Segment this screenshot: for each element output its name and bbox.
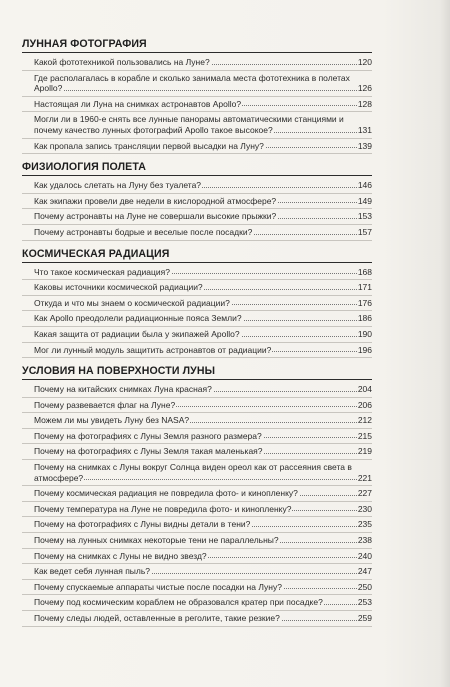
toc-entry[interactable] (22, 486, 372, 502)
toc-entry[interactable] (22, 429, 372, 445)
toc-entry[interactable] (22, 265, 372, 281)
toc-entry-title-wrap (34, 313, 357, 324)
toc-entry-title-wrap (34, 504, 357, 515)
toc-entry-page-number: 215 (357, 430, 372, 441)
toc-entry[interactable] (22, 564, 372, 580)
toc-entry-page-number: 204 (357, 384, 372, 395)
toc-entry-page-number: 240 (357, 550, 372, 561)
toc-entry-title-wrap (34, 282, 357, 293)
toc-entry[interactable] (22, 139, 372, 155)
toc-entry-title: Почему космическая радиация не повредила фото- и кинопленку? (34, 488, 298, 499)
toc-entry-title: Почему следы людей, оставленные в реголите, такие резкие? (34, 613, 280, 623)
toc-entry-title-wrap (34, 99, 357, 110)
toc-section (22, 248, 372, 359)
toc-entry-page-number: 212 (357, 415, 372, 426)
toc-entry-title: Почему под космическим кораблем не образовался кратер при посадке? (34, 597, 323, 608)
section-title: КОСМИЧЕСКАЯ РАДИАЦИЯ (22, 248, 372, 263)
toc-entry[interactable] (22, 444, 372, 460)
toc-entry-title-wrap (34, 211, 357, 222)
toc-entry-title: Мог ли лунный модуль защитить астронавтов от радиации? (34, 344, 272, 355)
toc-entry-title-wrap (34, 384, 357, 395)
toc-entry-title: Почему спускаемые аппараты чистые после посадки на Луну? (34, 581, 282, 592)
toc-section (22, 161, 372, 240)
toc-entry-title-wrap (34, 267, 357, 278)
toc-entry-title: Какой фототехникой пользовались на Луне? (34, 57, 210, 67)
toc-entry[interactable] (22, 194, 372, 210)
toc-entry-title-wrap (34, 400, 357, 411)
toc-entry[interactable] (22, 343, 372, 359)
toc-entry-title-wrap (34, 141, 357, 152)
toc-entry-title: Какая защита от радиации была у экипажей Apollo? (34, 328, 240, 339)
toc-entry[interactable] (22, 580, 372, 596)
toc-entry-title: Каковы источники космической радиации? (34, 282, 203, 293)
toc-entry-title-wrap (34, 535, 357, 546)
toc-section (22, 38, 372, 154)
toc-section (22, 365, 372, 627)
toc-entry-page-number: 149 (357, 195, 372, 206)
toc-entry[interactable] (22, 178, 372, 194)
toc-entry[interactable] (22, 71, 372, 97)
toc-entry-title-wrap (34, 227, 357, 238)
toc-entry[interactable] (22, 382, 372, 398)
toc-entry-page-number: 126 (357, 83, 372, 94)
toc-entry[interactable] (22, 296, 372, 312)
toc-entry-title-wrap (34, 57, 357, 68)
toc-entry-title: Почему на фотографиях с Луны Земля такая маленькая? (34, 446, 263, 457)
toc-entry-page-number: 186 (357, 313, 372, 324)
section-title: ЛУННАЯ ФОТОГРАФИЯ (22, 38, 372, 53)
toc-entry-title: Откуда и что мы знаем о космической радиации? (34, 297, 230, 308)
toc-entry-title: Как ведет себя лунная пыль? (34, 566, 151, 577)
toc-entry-page-number: 227 (357, 488, 372, 499)
toc-entry-title: Как Apollo преодолели радиационные пояса Земли? (34, 313, 242, 324)
toc-entry-page-number: 153 (357, 211, 372, 222)
toc-entry-page-number: 176 (357, 297, 372, 308)
toc-entry-title: Как удалось слетать на Луну без туалета? (34, 180, 202, 191)
toc-entry-page-number: 139 (357, 140, 372, 151)
toc-entry[interactable] (22, 595, 372, 611)
toc-entry-title: Почему на фотографиях с Луны видны детали в тени? (34, 519, 251, 530)
toc-entry-title-wrap (34, 345, 357, 356)
toc-entry[interactable] (22, 225, 372, 241)
toc-entry-page-number: 206 (357, 399, 372, 410)
toc-entry[interactable] (22, 533, 372, 549)
toc-entry-title-wrap (34, 329, 357, 340)
toc-entry-title: Почему на китайских снимках Луна красная? (34, 384, 212, 395)
toc-entry-title-wrap (34, 519, 357, 530)
toc-entry-page-number: 253 (357, 597, 372, 608)
toc-entry[interactable] (22, 311, 372, 327)
toc-entry-page-number: 128 (357, 98, 372, 109)
toc-entry-title-wrap (34, 180, 357, 191)
toc-entry-page-number: 196 (357, 344, 372, 355)
toc-entry-title: Как экипажи провели две недели в кислородной атмосфере? (34, 195, 277, 206)
toc-entry[interactable] (22, 112, 372, 138)
section-title: ФИЗИОЛОГИЯ ПОЛЕТА (22, 161, 372, 176)
toc-entry-title: Почему астронавты бодрые и веселые после посадки? (34, 226, 253, 237)
toc-entry-title: Почему температура на Луне не повредила фото- и кинопленку? (34, 503, 292, 514)
toc-entry-page-number: 238 (357, 535, 372, 546)
toc-entry-title-wrap (34, 446, 357, 457)
toc-entry-title: Могли ли в 1960-е снять все лунные панорамы автоматическими станциями и почему качество лунных фотографий Apollo такое высокое? (34, 114, 344, 135)
toc-entry-title: Почему развевается флаг на Луне? (34, 399, 176, 410)
toc-entry-title-wrap (34, 488, 357, 499)
toc-entry-title: Почему на снимках с Луны вокруг Солнца виден ореол как от рассеяния света в атмосфере? (34, 462, 352, 483)
toc-entry-page-number: 259 (357, 613, 372, 623)
toc-entry[interactable] (22, 280, 372, 296)
toc-entry-page-number: 157 (357, 226, 372, 237)
toc-entry-title-wrap (34, 298, 357, 309)
toc-entry-title: Настоящая ли Луна на снимках астронавтов Apollo? (34, 98, 242, 109)
toc-entry-title-wrap (34, 551, 357, 562)
toc-entry-title-wrap (34, 462, 357, 483)
toc-entry[interactable] (22, 398, 372, 414)
toc-entry-title: Где располагалась в корабле и сколько занимала места фототехника в полетах Apollo? (34, 72, 350, 94)
toc-entry[interactable] (22, 209, 372, 225)
toc-entry[interactable] (22, 97, 372, 113)
toc-entry[interactable] (22, 549, 372, 565)
toc-entry-title-wrap (34, 73, 357, 94)
toc-entry-page-number: 235 (357, 519, 372, 530)
toc-entry-page-number: 146 (357, 180, 372, 191)
toc-entry-title-wrap (34, 431, 357, 442)
toc-entry-title: Как пропала запись трансляции первой высадки на Луну? (34, 140, 264, 151)
page-spine-shadow (440, 0, 450, 687)
toc-entry-title-wrap (34, 613, 357, 624)
toc-entry[interactable] (22, 502, 372, 518)
toc-entry-page-number: 221 (357, 472, 372, 483)
toc-entry-page-number: 171 (357, 282, 372, 293)
toc-entry[interactable] (22, 55, 372, 71)
toc-entry-title: Можем ли мы увидеть Луну без NASA? (34, 415, 190, 426)
toc-entry[interactable] (22, 413, 372, 429)
toc-entry-title-wrap (34, 582, 357, 593)
toc-entry-title-wrap (34, 597, 357, 608)
toc-entry-title: Почему астронавты на Луне не совершали высокие прыжки? (34, 211, 277, 222)
toc-entry-page-number: 190 (357, 328, 372, 339)
toc-entry-title: Почему на фотографиях с Луны Земля разного размера? (34, 430, 262, 441)
toc-entry-title: Почему на снимках с Луны не видно звезд? (34, 550, 207, 561)
toc-entry-page-number: 168 (357, 266, 372, 277)
toc-entry[interactable] (22, 611, 372, 627)
toc-entry[interactable] (22, 517, 372, 533)
toc-entry-title: Что такое космическая радиация? (34, 266, 170, 277)
toc-entry-page-number: 247 (357, 566, 372, 577)
toc-entry-page-number: 120 (357, 57, 372, 67)
table-of-contents (22, 38, 372, 634)
toc-entry-title-wrap (34, 196, 357, 207)
toc-entry[interactable] (22, 460, 372, 486)
toc-entry-page-number: 131 (357, 124, 372, 135)
toc-entry-title: Почему на лунных снимках некоторые тени не параллельны? (34, 535, 279, 546)
toc-entry-page-number: 250 (357, 581, 372, 592)
toc-entry-title-wrap (34, 566, 357, 577)
toc-entry[interactable] (22, 327, 372, 343)
section-title: УСЛОВИЯ НА ПОВЕРХНОСТИ ЛУНЫ (22, 365, 372, 380)
toc-entry-title-wrap (34, 415, 357, 426)
toc-entry-page-number: 219 (357, 446, 372, 457)
toc-entry-page-number: 230 (357, 503, 372, 514)
toc-entry-title-wrap (34, 114, 357, 135)
